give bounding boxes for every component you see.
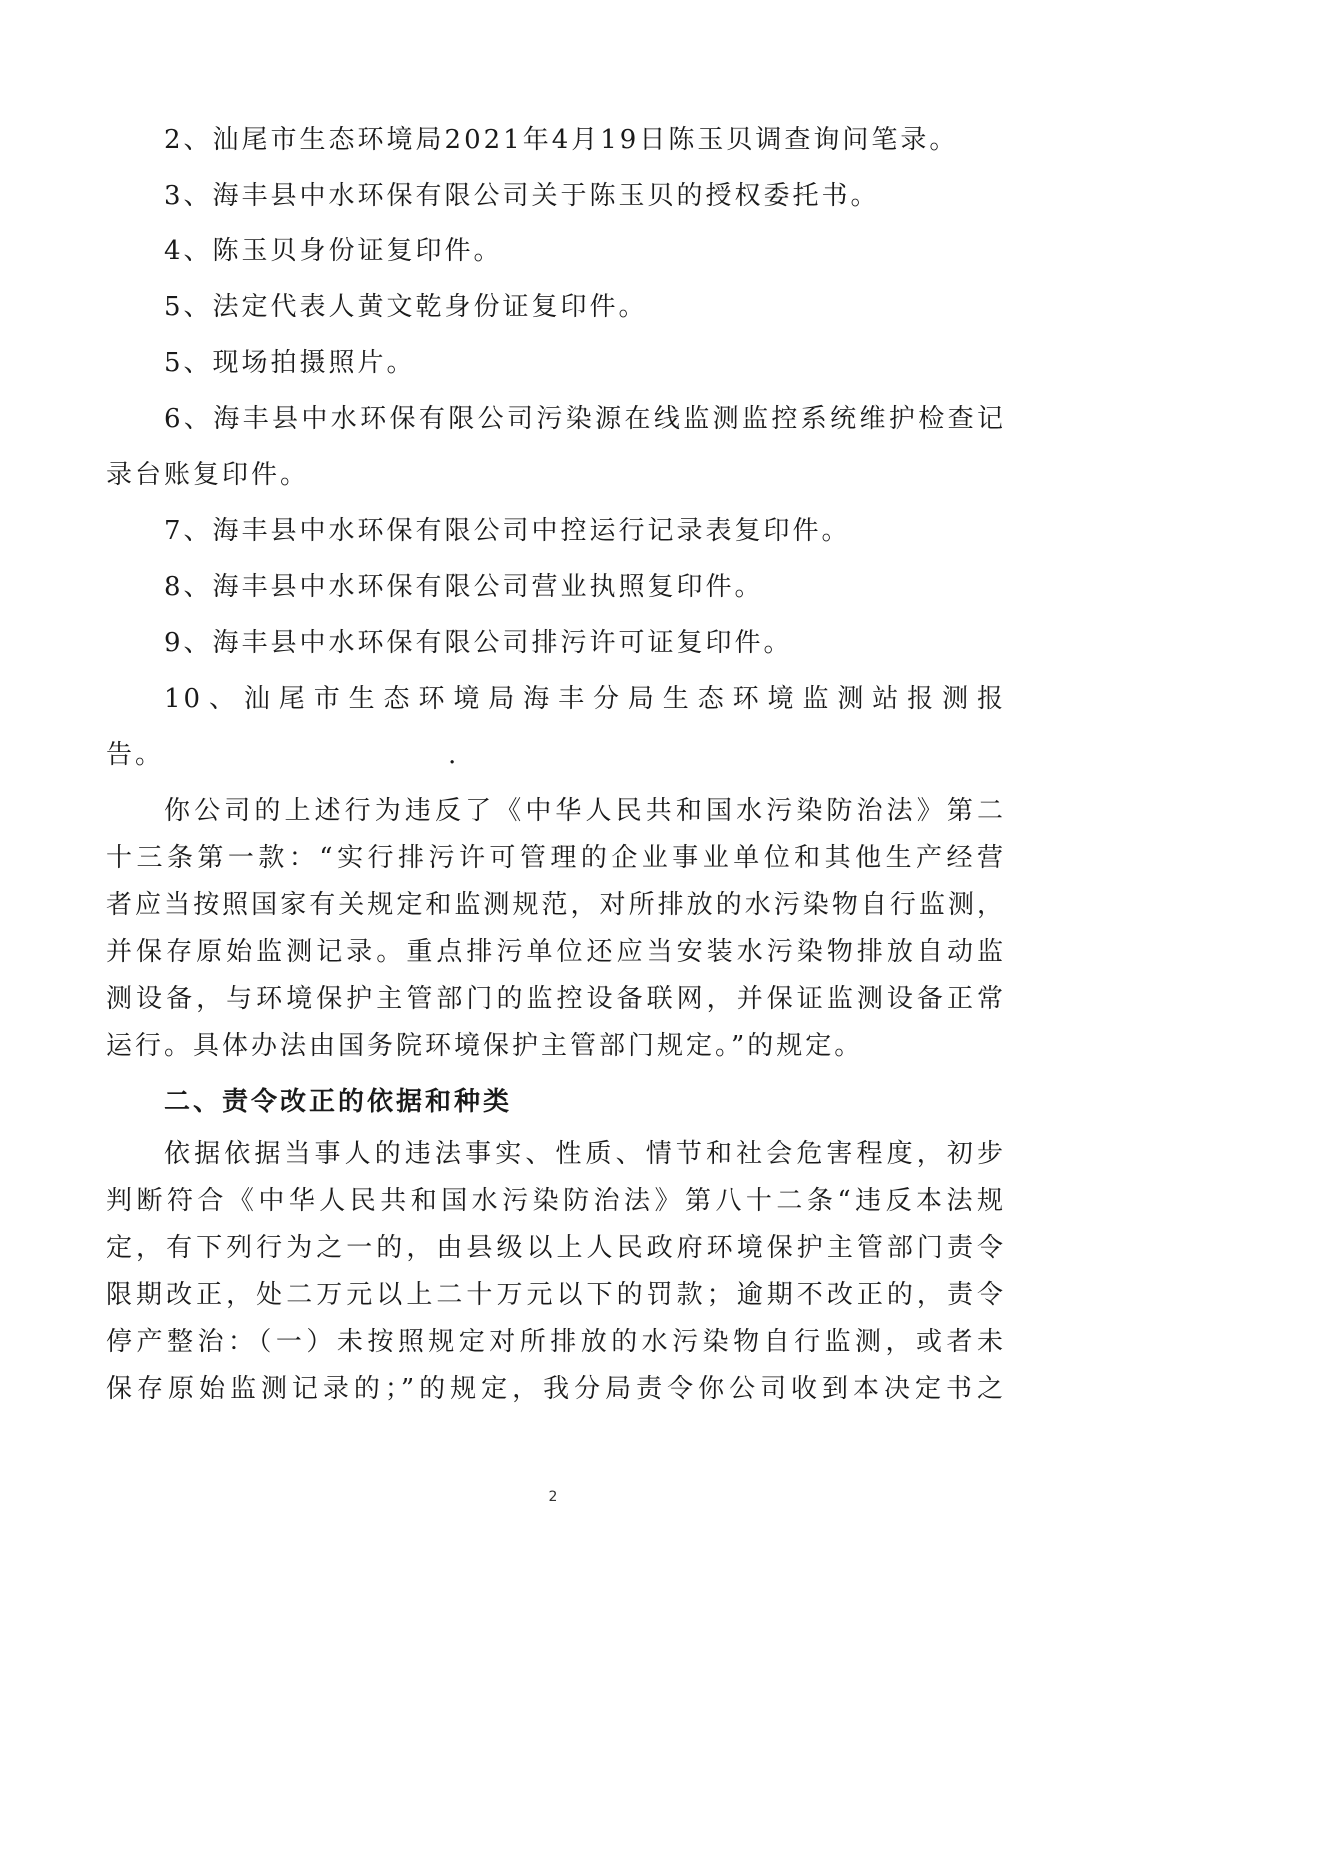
evidence-item-3: 3、海丰县中水环保有限公司关于陈玉贝的授权委托书。 <box>164 181 880 211</box>
evidence-item-7: 7、海丰县中水环保有限公司中控运行记录表复印件。 <box>164 516 851 546</box>
evidence-item-6-continued: 录台账复印件。 <box>106 460 310 490</box>
correction-paragraph-line-6: 保存原始监测记录的；”的规定，我分局责令你公司收到本决定书之 <box>106 1374 1006 1404</box>
section-heading-correction-basis: 二、责令改正的依据和种类 <box>164 1087 513 1117</box>
correction-paragraph-line-1: 依据依据当事人的违法事实、性质、情节和社会危害程度，初步 <box>164 1139 1006 1169</box>
violation-paragraph-line-1: 你公司的上述行为违反了《中华人民共和国水污染防治法》第二 <box>164 796 1006 826</box>
page-number: 2 <box>548 1489 558 1505</box>
correction-paragraph-line-5: 停产整治：（一）未按照规定对所排放的水污染物自行监测，或者未 <box>106 1327 1006 1357</box>
correction-paragraph-line-3: 定，有下列行为之一的，由县级以上人民政府环境保护主管部门责令 <box>106 1233 1006 1263</box>
violation-paragraph-line-6: 运行。具体办法由国务院环境保护主管部门规定。”的规定。 <box>106 1031 864 1061</box>
evidence-item-2: 2、汕尾市生态环境局2021年4月19日陈玉贝调查询问笔录。 <box>164 125 959 155</box>
evidence-item-9: 9、海丰县中水环保有限公司排污许可证复印件。 <box>164 628 793 658</box>
violation-paragraph-line-3: 者应当按照国家有关规定和监测规范，对所排放的水污染物自行监测， <box>106 890 1006 920</box>
violation-paragraph-line-2: 十三条第一款：“实行排污许可管理的企业事业单位和其他生产经营 <box>106 843 1006 873</box>
stray-dot-mark: . <box>448 740 460 770</box>
evidence-item-5a: 5、法定代表人黄文乾身份证复印件。 <box>164 292 648 322</box>
evidence-item-6: 6、海丰县中水环保有限公司污染源在线监测监控系统维护检查记 <box>164 404 1006 434</box>
evidence-item-10: 10、汕尾市生态环境局海丰分局生态环境监测站报测报 <box>164 684 1006 714</box>
correction-paragraph-line-4: 限期改正，处二万元以上二十万元以下的罚款；逾期不改正的，责令 <box>106 1280 1006 1310</box>
violation-paragraph-line-5: 测设备，与环境保护主管部门的监控设备联网，并保证监测设备正常 <box>106 984 1006 1014</box>
correction-paragraph-line-2: 判断符合《中华人民共和国水污染防治法》第八十二条“违反本法规 <box>106 1186 1006 1216</box>
violation-paragraph-line-4: 并保存原始监测记录。重点排污单位还应当安装水污染物排放自动监 <box>106 937 1006 967</box>
evidence-item-5b: 5、现场拍摄照片。 <box>164 348 416 378</box>
evidence-item-10-continued: 告。 <box>106 740 165 770</box>
evidence-item-4: 4、陈玉贝身份证复印件。 <box>164 236 503 266</box>
evidence-item-8: 8、海丰县中水环保有限公司营业执照复印件。 <box>164 572 764 602</box>
